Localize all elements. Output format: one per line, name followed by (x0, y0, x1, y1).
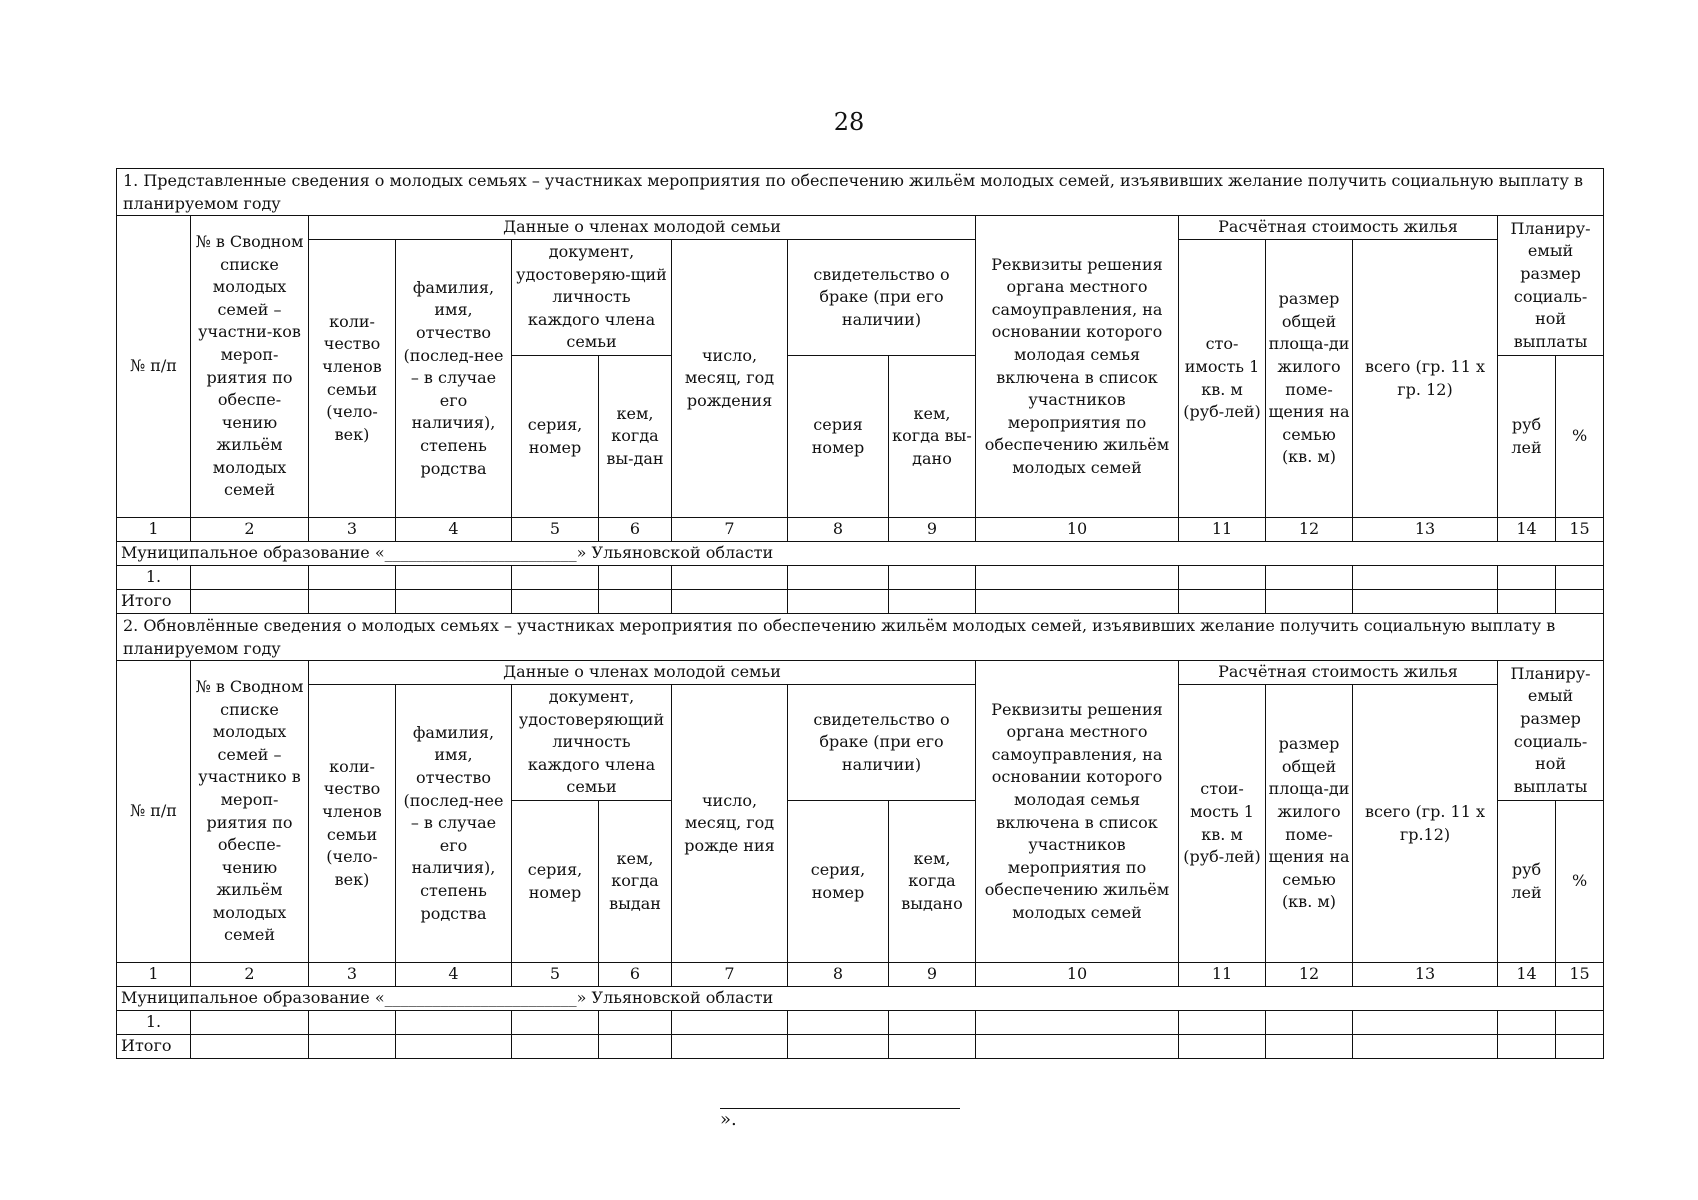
s1-col-fio-header: фамилия, имя, отчество (послед-нее – в случае его наличия), степень родства (396, 240, 512, 518)
s1-pct-header: % (1556, 356, 1604, 518)
family-data-table (116, 168, 1604, 1059)
s1-total-label: Итого (117, 590, 191, 614)
s1-doc-issued-header: кем, когда вы-дан (599, 356, 672, 518)
s1-col-area-header: размер общей площа-ди жилого поме-щения на семью (кв. м) (1266, 240, 1353, 518)
s1-colnum: 3 (309, 518, 396, 542)
s1-col-count-header: коли-чество членов семьи (чело-век) (309, 240, 396, 518)
s1-colnum: 14 (1498, 518, 1556, 542)
s2-colnum: 15 (1556, 963, 1604, 987)
s1-colnum: 2 (191, 518, 309, 542)
s1-col-cost-header: сто-имость 1 кв. м (руб-лей) (1179, 240, 1266, 518)
s2-col-number-header: № п/п (117, 661, 191, 963)
s2-colnum: 12 (1266, 963, 1353, 987)
s1-colnum: 12 (1266, 518, 1353, 542)
s2-colnum: 1 (117, 963, 191, 987)
s2-col-svod-header: № в Сводном списке молодых семей – участнико в мероп-риятия по обеспе-чению жильём молодых семей (191, 661, 309, 963)
section2-title: 2. Обновлённые сведения о молодых семьях – участниках мероприятия по обеспечению жильём молодых семей, изъявивших желание получить социальную выплату в планируемом году (117, 614, 1604, 661)
s1-colnum: 7 (672, 518, 788, 542)
s2-col-count-header: коли-чество членов семьи (чело-век) (309, 685, 396, 963)
s2-pct-header: % (1556, 801, 1604, 963)
s2-colnum: 3 (309, 963, 396, 987)
s2-col-doc-header: документ, удостоверяющий личность каждого члена семьи (512, 685, 672, 801)
section1-title: 1. Представленные сведения о молодых семьях – участниках мероприятия по обеспечению жильём молодых семей, изъявивших желание получить социальную выплату в планируемом году (117, 169, 1604, 216)
s2-municipality-row: Муниципальное образование «________________________» Ульяновской области (117, 987, 1604, 1011)
s1-col-rekv-header: Реквизиты решения органа местного самоуправления, на основании которого молодая семья включена в список участников мероприятия по обеспечению жильём молодых семей (976, 216, 1179, 518)
s2-col-rekv-header: Реквизиты решения органа местного самоуправления, на основании которого молодая семья включена в список участников мероприятия по обеспечению жильём молодых семей (976, 661, 1179, 963)
s2-total-label: Итого (117, 1035, 191, 1059)
s2-col-cost-header: стои-мость 1 кв. м (руб-лей) (1179, 685, 1266, 963)
s2-cost-group-header: Расчётная стоимость жилья (1179, 661, 1498, 685)
s1-col-doc-header: документ, удостоверяю-щий личность каждого члена семьи (512, 240, 672, 356)
signature-line (720, 1092, 960, 1109)
s1-members-group-header: Данные о членах молодой семьи (309, 216, 976, 240)
s2-mar-series-header: серия, номер (788, 801, 889, 963)
s2-col-area-header: размер общей площа-ди жилого поме-щения на семью (кв. м) (1266, 685, 1353, 963)
s1-col-marriage-header: свидетельство о браке (при его наличии) (788, 240, 976, 356)
s1-colnum: 9 (889, 518, 976, 542)
s1-col-total-header: всего (гр. 11 х гр. 12) (1353, 240, 1498, 518)
s2-colnum: 14 (1498, 963, 1556, 987)
s1-colnum: 4 (396, 518, 512, 542)
s1-total-row (117, 590, 1604, 614)
s1-column-numbers-row (117, 518, 1604, 542)
s2-colnum: 5 (512, 963, 599, 987)
s1-colnum: 8 (788, 518, 889, 542)
s2-colnum: 4 (396, 963, 512, 987)
s2-col-birth-header: число, месяц, год рожде ния (672, 685, 788, 963)
s1-col-svod-header: № в Сводном списке молодых семей – участни-ков мероп-риятия по обеспе-чению жильём молодых семей (191, 216, 309, 518)
s2-doc-issued-header: кем, когда выдан (599, 801, 672, 963)
s2-mar-issued-header: кем, когда выдано (889, 801, 976, 963)
s1-colnum: 5 (512, 518, 599, 542)
form-sheet (116, 168, 1589, 1059)
s2-colnum: 6 (599, 963, 672, 987)
s2-colnum: 11 (1179, 963, 1266, 987)
s1-mar-issued-header: кем, когда вы-дано (889, 356, 976, 518)
s1-colnum: 13 (1353, 518, 1498, 542)
s1-col-number-header: № п/п (117, 216, 191, 518)
s2-colnum: 7 (672, 963, 788, 987)
s2-row-number: 1. (117, 1011, 191, 1035)
s2-colnum: 9 (889, 963, 976, 987)
s1-row-number: 1. (117, 566, 191, 590)
s1-mar-series-header: серия номер (788, 356, 889, 518)
s2-colnum: 2 (191, 963, 309, 987)
s1-municipality-row: Муниципальное образование «________________________» Ульяновской области (117, 542, 1604, 566)
s2-col-marriage-header: свидетельство о браке (при его наличии) (788, 685, 976, 801)
s2-doc-series-header: серия, номер (512, 801, 599, 963)
s1-cost-group-header: Расчётная стоимость жилья (1179, 216, 1498, 240)
s2-col-fio-header: фамилия, имя, отчество (послед-нее – в случае его наличия), степень родства (396, 685, 512, 963)
s2-column-numbers-row (117, 963, 1604, 987)
s2-rub-header: руб лей (1498, 801, 1556, 963)
s1-rub-header: руб лей (1498, 356, 1556, 518)
s2-colnum: 13 (1353, 963, 1498, 987)
s2-colnum: 10 (976, 963, 1179, 987)
s2-total-row (117, 1035, 1604, 1059)
s1-colnum: 11 (1179, 518, 1266, 542)
s1-colnum: 15 (1556, 518, 1604, 542)
s1-colnum: 6 (599, 518, 672, 542)
s1-colnum: 1 (117, 518, 191, 542)
s1-data-row (117, 566, 1604, 590)
s1-doc-series-header: серия, номер (512, 356, 599, 518)
page-number: 28 (833, 108, 865, 136)
closing-signature (720, 1088, 976, 1130)
closing-quote-mark: ». (720, 1109, 737, 1130)
s1-planned-header: Планиру-емый размер социаль-ной выплаты (1498, 216, 1604, 356)
s1-colnum: 10 (976, 518, 1179, 542)
s2-members-group-header: Данные о членах молодой семьи (309, 661, 976, 685)
s2-data-row (117, 1011, 1604, 1035)
s2-planned-header: Планиру-емый размер социаль-ной выплаты (1498, 661, 1604, 801)
s2-col-total-header: всего (гр. 11 х гр.12) (1353, 685, 1498, 963)
s1-col-birth-header: число, месяц, год рождения (672, 240, 788, 518)
s2-colnum: 8 (788, 963, 889, 987)
